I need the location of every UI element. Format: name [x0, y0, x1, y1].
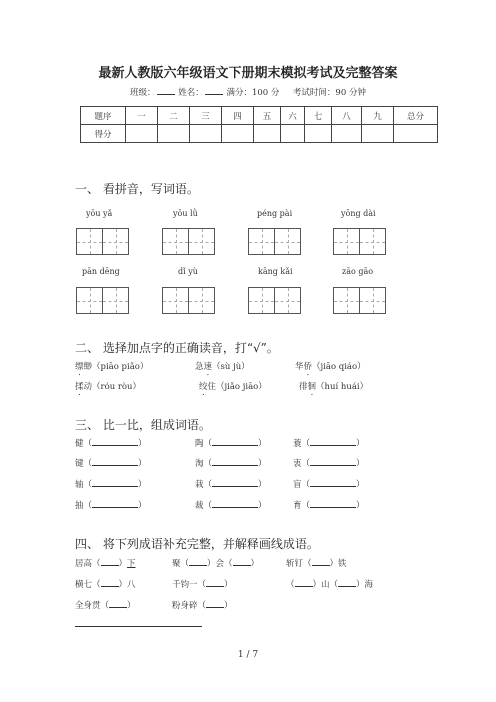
compare-char: 衷 [293, 459, 302, 469]
idiom-blank[interactable] [312, 557, 330, 566]
idiom-item [286, 578, 373, 590]
paren-close: ） [356, 480, 365, 490]
paren-open: （ [83, 439, 93, 449]
score-header-cell: 一 [126, 107, 158, 125]
tianzige-cell[interactable] [274, 287, 301, 314]
pinyin-label: zāo gāo [342, 267, 374, 276]
page-title: 最新人教版六年级语文下册期末模拟考试及完整答案 [98, 66, 398, 81]
idiom-text: 聚（ [172, 559, 190, 569]
word-blank[interactable] [92, 437, 138, 446]
tianzige-cell[interactable] [248, 287, 275, 314]
tianzige-cell[interactable] [76, 228, 103, 255]
idiom-item [172, 557, 259, 569]
tianzige-cell[interactable] [359, 228, 386, 255]
paren-open: （ [83, 480, 93, 490]
score-cell[interactable] [190, 125, 222, 143]
idiom-text: 粉身碎（ [172, 601, 207, 611]
idiom-text: ） [224, 580, 233, 590]
compare-item [293, 437, 365, 449]
idiom-item [75, 578, 136, 590]
reading-pre: 徘 [299, 382, 308, 392]
score-cell[interactable] [332, 125, 362, 143]
word-blank[interactable] [212, 437, 258, 446]
class-blank[interactable] [157, 86, 175, 95]
compare-item [293, 499, 365, 511]
score-cell[interactable] [394, 125, 438, 143]
compare-char: 育 [293, 501, 302, 511]
word-blank[interactable] [92, 457, 138, 466]
compare-item [75, 478, 147, 490]
paren-open: （ [203, 501, 213, 511]
tianzige-pair [162, 287, 214, 314]
dotted-char: 缥 [75, 362, 84, 372]
tianzige-cell[interactable] [188, 228, 215, 255]
name-blank[interactable] [205, 86, 223, 95]
paren-open: （ [203, 480, 213, 490]
underlined-char: 下 [127, 559, 136, 569]
tianzige-cell[interactable] [359, 287, 386, 314]
reading-pre: 急 [195, 362, 204, 372]
section3-heading: 三、 比一比，组成词语。 [75, 418, 211, 432]
score-cell[interactable] [158, 125, 190, 143]
pinyin-label: yōu lǜ [173, 209, 198, 218]
paren-close: ） [138, 480, 147, 490]
word-blank[interactable] [212, 478, 258, 487]
paren-close: ） [138, 459, 147, 469]
paren-open: （ [203, 459, 213, 469]
reading-item[interactable] [199, 380, 267, 397]
idiom-text: ）海 [356, 580, 374, 590]
compare-char: 裁 [195, 501, 204, 511]
score-header-cell: 总分 [394, 107, 438, 125]
idiom-text: （ [286, 580, 295, 590]
tianzige-pair [333, 287, 385, 314]
tianzige-pair [248, 287, 300, 314]
section1-heading: 一、 看拼音，写词语。 [75, 182, 199, 196]
section2-heading: 二、 选择加点字的正确读音，打“√”。 [75, 341, 279, 355]
word-blank[interactable] [310, 499, 356, 508]
score-header-cell: 二 [158, 107, 190, 125]
idiom-blank[interactable] [338, 578, 356, 587]
idiom-item [172, 599, 233, 611]
compare-char: 健 [75, 439, 84, 449]
word-blank[interactable] [310, 437, 356, 446]
score-cell[interactable] [126, 125, 158, 143]
reading-item[interactable] [195, 360, 250, 377]
paren-open: （ [301, 439, 311, 449]
tianzige-cell[interactable] [102, 228, 129, 255]
idiom-text: ） [224, 601, 233, 611]
word-blank[interactable] [212, 499, 258, 508]
score-header-cell: 五 [254, 107, 281, 125]
word-blank[interactable] [310, 478, 356, 487]
score-cell[interactable] [222, 125, 254, 143]
tianzige-cell[interactable] [333, 287, 360, 314]
class-label: 班级： [130, 88, 156, 98]
compare-item [195, 478, 267, 490]
score-header-row [81, 107, 438, 125]
paren-close: ） [356, 439, 365, 449]
idiom-blank[interactable] [109, 599, 127, 608]
paren-close: ） [356, 501, 365, 511]
score-header-cell: 题序 [81, 107, 126, 125]
dotted-char: 徊 [307, 382, 317, 392]
compare-char: 抽 [75, 501, 84, 511]
idiom-text: ）会（ [207, 559, 233, 569]
idiom-blank[interactable] [189, 557, 207, 566]
dotted-char: 侨 [303, 362, 313, 372]
compare-char: 盲 [293, 480, 302, 490]
paren-close: ） [258, 439, 267, 449]
reading-item[interactable] [299, 380, 368, 397]
compare-item [293, 457, 365, 469]
score-table [80, 106, 438, 143]
word-blank[interactable] [92, 478, 138, 487]
idiom-text: ） [118, 559, 128, 569]
idiom-blank[interactable] [206, 578, 224, 587]
score-cell[interactable] [254, 125, 281, 143]
tianzige-cell[interactable] [162, 287, 189, 314]
tianzige-pair [76, 287, 128, 314]
compare-char: 蓑 [293, 439, 302, 449]
idiom-text: ）山（ [312, 580, 339, 590]
idiom-item [286, 557, 347, 569]
score-cell[interactable] [305, 125, 332, 143]
idiom-blank[interactable] [101, 557, 119, 566]
compare-item [75, 437, 147, 449]
paren-open: （ [203, 439, 213, 449]
dotted-char: 速 [203, 362, 213, 372]
idiom-blank[interactable] [101, 578, 119, 587]
tianzige-cell[interactable] [274, 228, 301, 255]
tianzige-pair [162, 228, 214, 255]
reading-post: （jiāo qiáo） [312, 362, 366, 372]
name-label: 姓名： [178, 88, 204, 98]
score-header-cell: 八 [332, 107, 362, 125]
score-cell[interactable] [362, 125, 394, 143]
idiom-text: ）八 [118, 580, 136, 590]
score-label: 满分：100 分 [226, 88, 280, 98]
compare-char: 陶 [195, 439, 204, 449]
tianzige-pair [333, 228, 385, 255]
dotted-char: 绞 [199, 382, 208, 392]
score-header-cell: 七 [305, 107, 332, 125]
pinyin-label: pān dēng [82, 267, 120, 276]
paren-close: ） [138, 439, 147, 449]
pinyin-label: yōng dài [341, 209, 376, 218]
paren-close: ） [258, 480, 267, 490]
reading-post: 缈（piāo piǎo） [83, 362, 149, 372]
tianzige-cell[interactable] [188, 287, 215, 314]
section4-heading: 四、 将下列成语补充完整，并解释画线成语。 [75, 537, 319, 551]
tianzige-cell[interactable] [333, 228, 360, 255]
word-blank[interactable] [92, 499, 138, 508]
paren-open: （ [83, 459, 93, 469]
paren-open: （ [301, 501, 311, 511]
paren-close: ） [258, 501, 267, 511]
paren-open: （ [301, 459, 311, 469]
idiom-blank[interactable] [233, 557, 251, 566]
idiom-blank[interactable] [206, 599, 224, 608]
tianzige-cell[interactable] [162, 228, 189, 255]
pinyin-label: dǐ yù [178, 267, 198, 276]
idiom-text: ） [127, 601, 136, 611]
idiom-text: 居高（ [75, 559, 101, 569]
dotted-char: 揉 [75, 382, 84, 392]
compare-char: 键 [75, 459, 84, 469]
compare-char: 栽 [195, 480, 204, 490]
score-row [81, 125, 438, 143]
idiom-text: 千钧一（ [172, 580, 207, 590]
reading-post: （sù jù） [212, 362, 250, 372]
compare-item [75, 457, 147, 469]
tianzige-cell[interactable] [76, 287, 103, 314]
idiom-text: ） [250, 559, 260, 569]
footnote-rule [75, 626, 202, 627]
score-header-cell: 四 [222, 107, 254, 125]
tianzige-cell[interactable] [248, 228, 275, 255]
exam-info [0, 86, 496, 98]
score-row-label: 得分 [81, 125, 126, 143]
compare-char: 轴 [75, 480, 84, 490]
pinyin-label: yōu yǎ [86, 209, 113, 218]
idiom-blank[interactable] [295, 578, 313, 587]
time-label: 考试时间：90 分钟 [292, 88, 366, 98]
word-blank[interactable] [310, 457, 356, 466]
tianzige-pair [76, 228, 128, 255]
score-header-cell: 六 [281, 107, 305, 125]
pinyin-label: kāng kǎi [258, 267, 293, 276]
paren-close: ） [356, 459, 365, 469]
score-cell[interactable] [281, 125, 305, 143]
paren-close: ） [138, 501, 147, 511]
tianzige-pair [248, 228, 300, 255]
paren-open: （ [301, 480, 311, 490]
reading-pre: 华 [295, 362, 304, 372]
idiom-text: ）铁 [329, 559, 347, 569]
idiom-text: 斩钉（ [286, 559, 312, 569]
idiom-item [75, 599, 136, 611]
reading-post: （huí huái） [316, 382, 369, 392]
compare-item [195, 499, 267, 511]
reading-item[interactable] [295, 360, 366, 377]
reading-item[interactable] [75, 360, 148, 377]
idiom-item [75, 557, 136, 569]
idiom-text: 全身贯（ [75, 601, 110, 611]
idiom-text: 横七（ [75, 580, 101, 590]
paren-open: （ [83, 501, 93, 511]
paren-close: ） [258, 459, 267, 469]
compare-item [75, 499, 147, 511]
reading-post: 住（jiǎo jiāo） [207, 382, 267, 392]
tianzige-cell[interactable] [102, 287, 129, 314]
compare-item [195, 457, 267, 469]
score-header-cell: 九 [362, 107, 394, 125]
pinyin-label: péng pài [257, 209, 293, 218]
word-blank[interactable] [212, 457, 258, 466]
reading-item[interactable] [75, 380, 141, 397]
compare-char: 淘 [195, 459, 204, 469]
reading-post: 动（róu ròu） [83, 382, 142, 392]
score-header-cell: 三 [190, 107, 222, 125]
compare-item [293, 478, 365, 490]
compare-item [195, 437, 267, 449]
idiom-item [172, 578, 233, 590]
page-number: 1 / 7 [237, 650, 259, 660]
